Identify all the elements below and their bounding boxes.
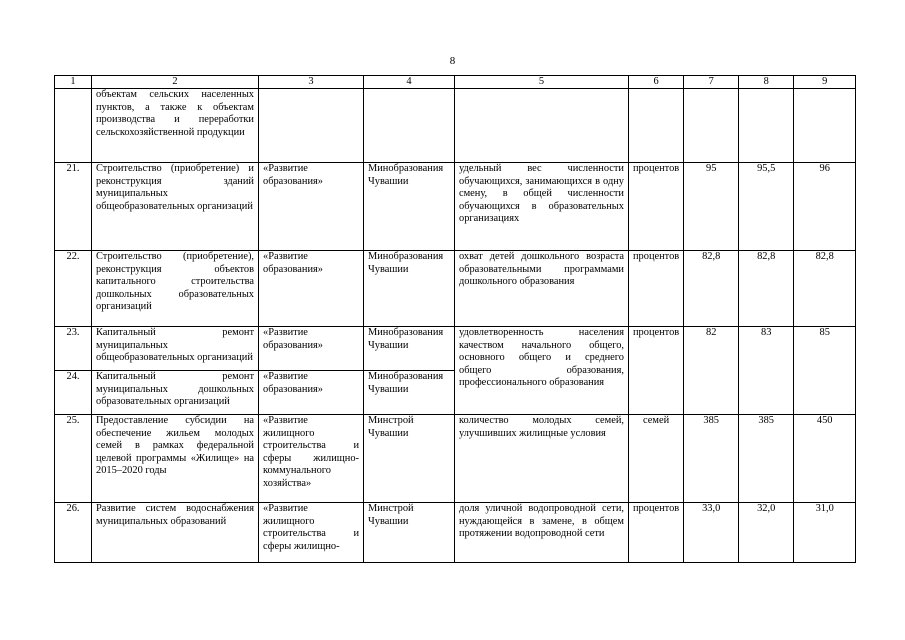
column-header: 2 [92, 76, 259, 89]
unit: процентов [629, 503, 684, 563]
indicator: количество молодых семей, улучшивших жилищные условия [455, 415, 629, 503]
program-name: «Развитие жилищного строительства и сферы жилищно-коммунального хозяйства» [259, 415, 364, 503]
table-row [55, 327, 856, 371]
row-number: 21. [55, 163, 92, 251]
column-header: 9 [794, 76, 856, 89]
table-row [55, 251, 856, 327]
empty-cell [794, 89, 856, 163]
value-col8: 82,8 [739, 251, 794, 327]
responsible-ministry: Минобразования Чувашии [364, 163, 455, 251]
row-number: 22. [55, 251, 92, 327]
indicator: удельный вес численности обучающихся, занимающихся в одну смену, в общей численности обучающихся в образовательных организациях [455, 163, 629, 251]
column-header: 3 [259, 76, 364, 89]
column-header: 5 [455, 76, 629, 89]
value-col9: 85 [794, 327, 856, 415]
value-col7: 95 [684, 163, 739, 251]
column-header: 4 [364, 76, 455, 89]
table-row [55, 163, 856, 251]
indicator: удовлетворенность населения качеством начального общего, основного общего и среднего общего образования, профессионального образования [455, 327, 629, 415]
value-col8: 32,0 [739, 503, 794, 563]
responsible-ministry: Минобразования Чувашии [364, 251, 455, 327]
value-col7: 82 [684, 327, 739, 415]
row-number [55, 89, 92, 163]
row-number: 25. [55, 415, 92, 503]
indicator: охват детей дошкольного возраста образовательными программами дошкольного образования [455, 251, 629, 327]
program-name: «Развитие образования» [259, 327, 364, 371]
measure-name: Строительство (приобретение), реконструкция объектов капитального строительства дошкольных образовательных организаций [92, 251, 259, 327]
column-header: 8 [739, 76, 794, 89]
value-col7: 385 [684, 415, 739, 503]
measure-name: Строительство (приобретение) и реконструкция зданий муниципальных общеобразовательных организаций [92, 163, 259, 251]
program-name: «Развитие образования» [259, 163, 364, 251]
responsible-ministry: Минстрой Чувашии [364, 503, 455, 563]
empty-cell [739, 89, 794, 163]
row-number: 26. [55, 503, 92, 563]
empty-cell [455, 89, 629, 163]
measure-name: Капитальный ремонт муниципальных дошкольных образовательных организаций [92, 371, 259, 415]
value-col9: 31,0 [794, 503, 856, 563]
table-row-continuation [55, 89, 856, 163]
unit: процентов [629, 327, 684, 415]
table-row [55, 415, 856, 503]
measure-name: Развитие систем водоснабжения муниципальных образований [92, 503, 259, 563]
column-header: 1 [55, 76, 92, 89]
unit: семей [629, 415, 684, 503]
column-header: 7 [684, 76, 739, 89]
row-number: 23. [55, 327, 92, 371]
measure-name: Предоставление субсидии на обеспечение жильем молодых семей в рамках федеральной целевой программы «Жилище» на 2015–2020 годы [92, 415, 259, 503]
value-col8: 385 [739, 415, 794, 503]
column-header: 6 [629, 76, 684, 89]
value-col9: 82,8 [794, 251, 856, 327]
value-col8: 95,5 [739, 163, 794, 251]
unit: процентов [629, 251, 684, 327]
indicator: доля уличной водопроводной сети, нуждающейся в замене, в общем протяжении водопроводной сети [455, 503, 629, 563]
program-name: «Развитие образования» [259, 251, 364, 327]
unit: процентов [629, 163, 684, 251]
responsible-ministry: Минобразования Чувашии [364, 371, 455, 415]
program-name: «Развитие жилищного строительства и сферы жилищно- [259, 503, 364, 563]
empty-cell [684, 89, 739, 163]
value-col9: 450 [794, 415, 856, 503]
measure-name: объектам сельских населенных пунктов, а также к объектам производства и переработки сельскохозяйственной продукции [92, 89, 259, 163]
empty-cell [629, 89, 684, 163]
column-number-row [55, 76, 856, 89]
value-col9: 96 [794, 163, 856, 251]
program-name: «Развитие образования» [259, 371, 364, 415]
row-number: 24. [55, 371, 92, 415]
data-table [54, 75, 856, 563]
table-row [55, 503, 856, 563]
empty-cell [259, 89, 364, 163]
empty-cell [364, 89, 455, 163]
responsible-ministry: Минстрой Чувашии [364, 415, 455, 503]
value-col7: 33,0 [684, 503, 739, 563]
value-col7: 82,8 [684, 251, 739, 327]
measure-name: Капитальный ремонт муниципальных общеобразовательных организаций [92, 327, 259, 371]
page-number: 8 [449, 55, 456, 67]
responsible-ministry: Минобразования Чувашии [364, 327, 455, 371]
value-col8: 83 [739, 327, 794, 415]
